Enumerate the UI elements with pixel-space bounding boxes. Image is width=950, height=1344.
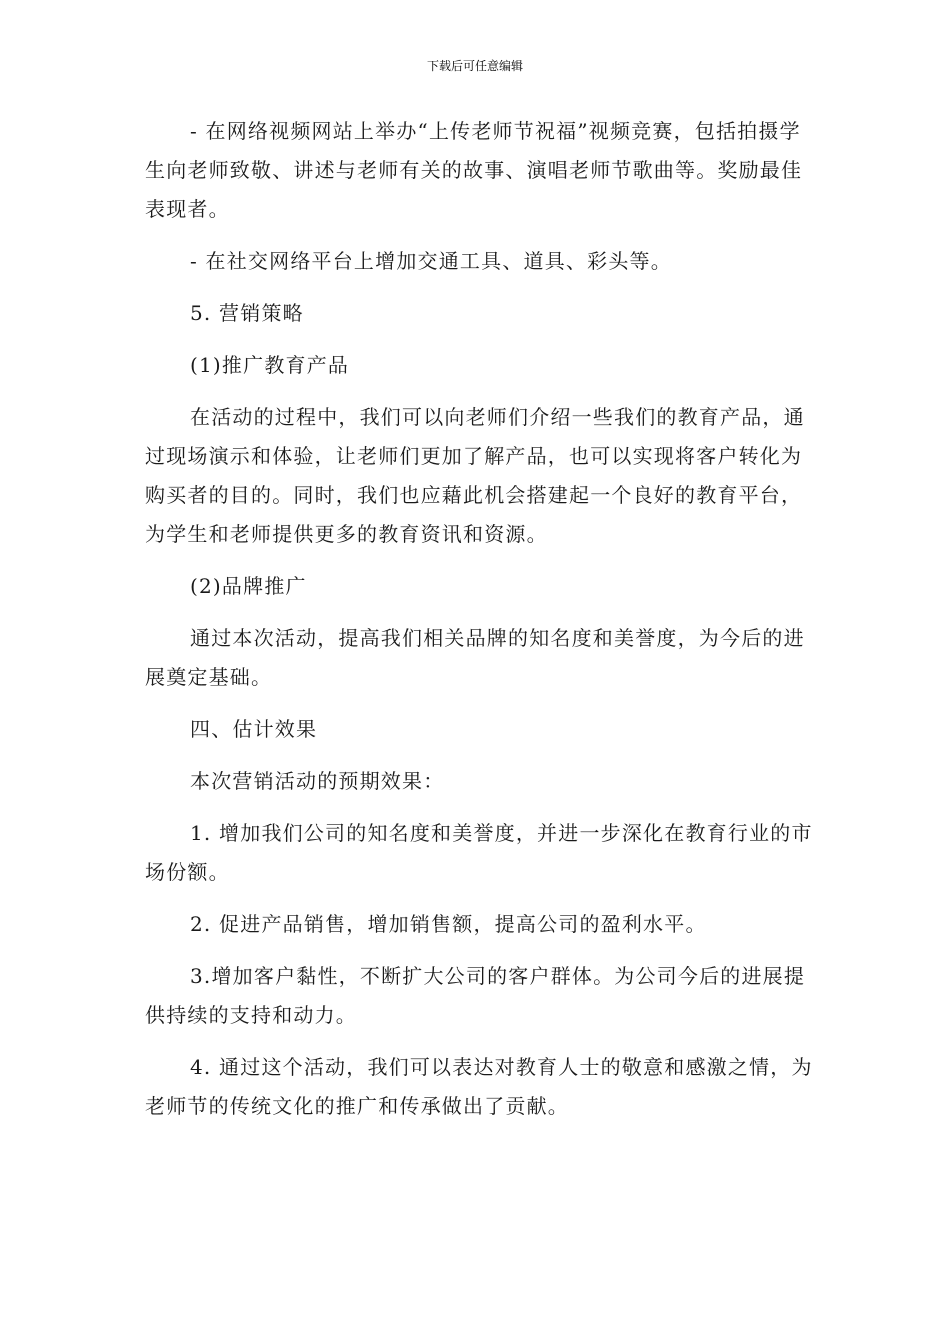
list-item-effect-1: 1. 增加我们公司的知名度和美誉度，并进一步深化在教育行业的市场份额。	[145, 821, 813, 884]
heading-marketing-strategy: 5. 营销策略	[190, 301, 304, 325]
paragraph-promote-products: 在活动的过程中，我们可以向老师们介绍一些我们的教育产品，通过现场演示和体验，让老师们更加了解产品，也可以实现将客户转化为购买者的目的。同时，我们也应藉此机会搭建起一个良好的教育平台，为学生和老师提供更多的教育资讯和资源。	[145, 405, 805, 546]
subheading-promote-products: (1)推广教育产品	[190, 353, 350, 377]
list-item-effect-3: 3.增加客户黏性，不断扩大公司的客户群体。为公司今后的进展提供持续的支持和动力。	[145, 964, 806, 1027]
subheading-brand-promotion: (2)品牌推广	[190, 574, 307, 598]
paragraph-video-contest: - 在网络视频网站上举办“上传老师节祝福”视频竞赛，包括拍摄学生向老师致敬、讲述与老师有关的故事、演唱老师节歌曲等。奖励最佳表现者。	[145, 119, 803, 221]
paragraph-social-platform: - 在社交网络平台上增加交通工具、道具、彩头等。	[190, 249, 672, 273]
list-item-effect-2: 2. 促进产品销售，增加销售额，提高公司的盈利水平。	[190, 912, 707, 936]
page-header-note: 下载后可任意编辑	[426, 59, 523, 73]
paragraph-effect-intro: 本次营销活动的预期效果：	[190, 769, 445, 793]
heading-expected-effect: 四、估计效果	[190, 717, 318, 741]
list-item-effect-4: 4. 通过这个活动，我们可以表达对教育人士的敬意和感激之情，为老师节的传统文化的推广和传承做出了贡献。	[145, 1055, 813, 1118]
paragraph-brand-promotion: 通过本次活动，提高我们相关品牌的知名度和美誉度，为今后的进展奠定基础。	[145, 626, 805, 689]
document-body	[145, 112, 815, 1126]
